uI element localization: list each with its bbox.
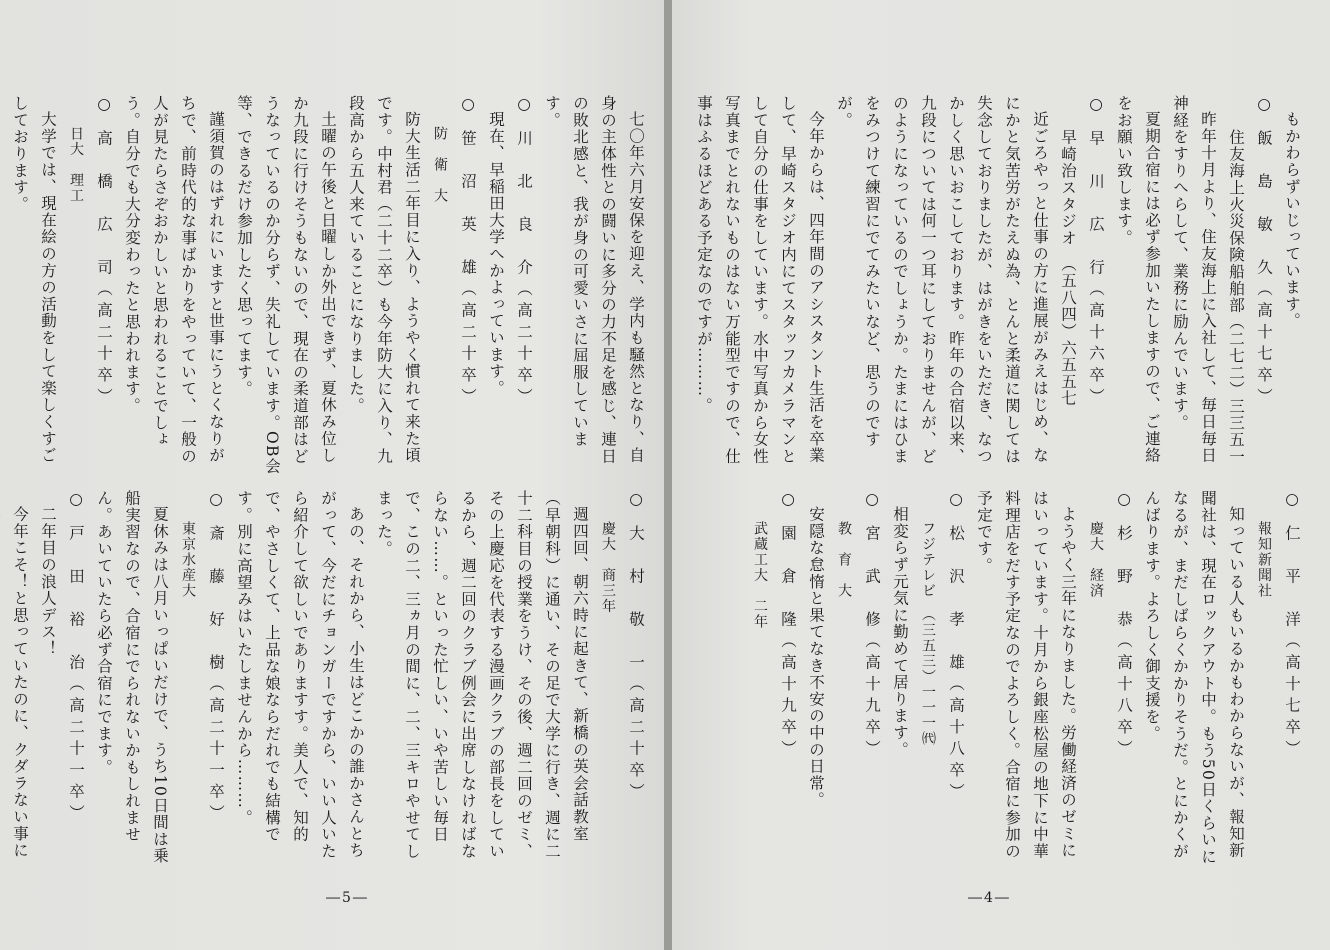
member-entry-heading <box>62 95 118 475</box>
member-name: ○ 笹 沼 英 雄（高二十卒） <box>459 95 477 410</box>
paragraph: 知っている人もいるかもわからないが、報知新聞社は、現在ロックアウト中。もう50日くらいになるが、まだしばらくかかりそうだ。とにかくがんばります。よろしく御支援を。 <box>1143 490 1245 866</box>
paragraph: 七〇年六月安保を迎え、学内も騒然となり、自身の主体性との闘いに多分の力不足を感じ、連日の敗北感と、我が身の可愛いさに屈服しています。 <box>543 95 645 465</box>
member-affiliation: 報知新聞社 <box>1256 520 1272 599</box>
member-name: ○ 宮 武 修（高十九卒） <box>863 490 881 762</box>
member-entry-heading <box>1250 490 1306 870</box>
member-affiliation-line: 早崎治スタジオ （五八四）六五五七 <box>1059 129 1077 407</box>
book-gutter <box>664 0 672 950</box>
paragraph: 相変らず元気に勤めて居ります。 <box>891 505 909 758</box>
member-name: ○ 斎 藤 好 樹（高二十一卒） <box>207 490 225 826</box>
paragraph: 大学では、現在絵の方の活動をして楽しくすごしております。 <box>11 95 57 464</box>
member-affiliation: 日大 理工 <box>68 125 84 204</box>
member-affiliation: 教 育 大 <box>836 520 852 599</box>
member-name: ○ 大 村 敬 一（高二十卒） <box>627 490 645 805</box>
member-name: ○ 杉 野 恭（高十八卒） <box>1115 490 1133 762</box>
paragraph: 近ごろやっと仕事の方に進展がみえはじめ、なにかと気苦労がたえぬ為、とんと柔道に関しては失念しておりましたが、はがきをいただき、なつかしく思いおこしております。昨年の合宿以来、九段については何一つ耳にしておりませんが、どのようになっているのでしょうか。たまにはひまをみつけて練習にでてみたいなど、思うのですが。 <box>835 95 1049 465</box>
paragraph: もかわらずいじっています。 <box>1283 110 1301 329</box>
member-affiliation-line: 住友海上火災保険船舶部（二七二）三三五一 <box>1227 129 1245 466</box>
paragraph: 今年からは、四年間のアシスタント生活を卒業して、早崎スタジオ内にてスタッフカメラマンとして自分の仕事をしています。水中写真から女性写真までとれないものはない万能型ですので、仕事はふるほどある予定なのですが………。 <box>695 95 825 465</box>
member-entry-heading <box>62 490 90 870</box>
left-page-lower-column <box>11 490 650 870</box>
member-name: ○ 戸 田 裕 治（高二十一卒） <box>67 490 85 826</box>
member-name: ○ 飯 島 敏 久（高十七卒） <box>1255 95 1273 410</box>
right-page-upper-column <box>695 95 1306 475</box>
member-name: ○ 早 川 広 行（高十六卒） <box>1087 95 1105 410</box>
paragraph: 今年こそ！と思っていたのに、クダラない事に <box>11 505 29 859</box>
member-name: ○ 高 橋 広 司（高二十卒） <box>95 95 113 410</box>
page-number-4: ―4― <box>968 890 1011 906</box>
member-affiliation: 防 衛 大 <box>432 125 448 204</box>
paragraph: ようやく三年になりました。労働経済のゼミにはいっています。十月から銀座松屋の地下に中華料理店をだす予定なのでよろしく。合宿に参加の予定です。 <box>975 490 1077 860</box>
member-name: ○ 園 倉 隆（高十九卒） <box>779 490 797 762</box>
paragraph: 二年目の浪人デス！ <box>39 505 57 657</box>
member-name: ○ 仁 平 洋（高十七卒） <box>1283 490 1301 762</box>
member-entry-heading <box>1082 95 1110 475</box>
paragraph: 昨年十月より、住友海上に入社して、毎日毎日神経をすりへらして、業務に励んでいます。 <box>1171 95 1217 464</box>
member-name: ○ 川 北 良 介（高二十卒） <box>515 95 533 410</box>
member-affiliation: フジテレビ （三五三）一一一㈹ <box>920 520 936 747</box>
paragraph: 夏休みは八月いっぱいだけで、うち10日間は乗船実習なので、合宿にでられないかもしれません。あいていたら必ず合宿にでます。 <box>95 490 169 864</box>
member-entry-heading <box>1082 490 1138 870</box>
member-entry-heading <box>914 490 970 870</box>
member-entry-heading <box>1250 95 1278 475</box>
right-page-lower-column <box>716 490 1306 870</box>
member-entry-heading <box>830 490 886 870</box>
paragraph: 防大生活二年目に入り、ようやく慣れて来た頃です。中村君（二十二卒）も今年防大に入り、九段高から五人来ていることになりました。 <box>347 95 421 465</box>
member-entry-heading <box>594 490 650 870</box>
paragraph: 謹須賀のはずれにいますと世事にうとくなりがちで、前時代的な事ばかりをやっていて、一般の人が見たらさぞおかしいと思われることでしょう。自分でも大分変わったと思われます。 <box>123 95 225 465</box>
member-affiliation: 慶大 経済 <box>1088 520 1104 599</box>
member-entry-heading <box>426 95 482 475</box>
page-number-5: ―5― <box>326 890 369 906</box>
member-entry-heading <box>174 490 230 870</box>
paragraph: 土曜の午後と日曜しか外出できず、夏休み位しか九段に行けそうもないので、現在の柔道部はどうなっているのか分らず、失礼しています。OB会等、できるだけ参加したく思ってます。 <box>235 95 337 475</box>
left-page-upper-column <box>11 95 650 475</box>
paragraph: あの、それから、小生はどこかの誰かさんとちがって、今だにチョンガーですから、いい人いたら紹介して欲しいでありますす。美人で、知的で、やさしくて、上品な娘ならだれでも結構です。別に高望みはいたしませんから………。 <box>235 490 365 860</box>
member-affiliation: 武蔵工大 二年 <box>752 520 768 630</box>
paragraph: 安隠な怠惰と果てなき不安の中の日常。 <box>807 505 825 808</box>
member-affiliation: 慶大 商三年 <box>600 520 616 614</box>
paragraph: 週四回、朝六時に起きて、新橋の英会話教室（早朝科）に通い、その足で大学に行き、週に二十二科目の授業をうけ、その後、週二回のゼミ、その上慶応を代表する漫画クラブの部長をしているから、週二回のクラブ例会に出席しなければならない……。といった忙しい、いや苦しい毎日で、この二、三ヵ月の間に、二、三キロやせてしまった。 <box>375 490 589 860</box>
member-entry-heading <box>510 95 538 475</box>
member-entry-heading <box>746 490 802 870</box>
member-affiliation: 東京水産大 <box>180 520 196 599</box>
paragraph: 現在、早稲田大学へかよっています。 <box>487 110 505 397</box>
paragraph: 夏期合宿には必ず参加いたしますので、ご連絡をお願い致します。 <box>1115 95 1161 464</box>
member-name: ○ 松 沢 孝 雄（高十八卒） <box>947 490 965 805</box>
